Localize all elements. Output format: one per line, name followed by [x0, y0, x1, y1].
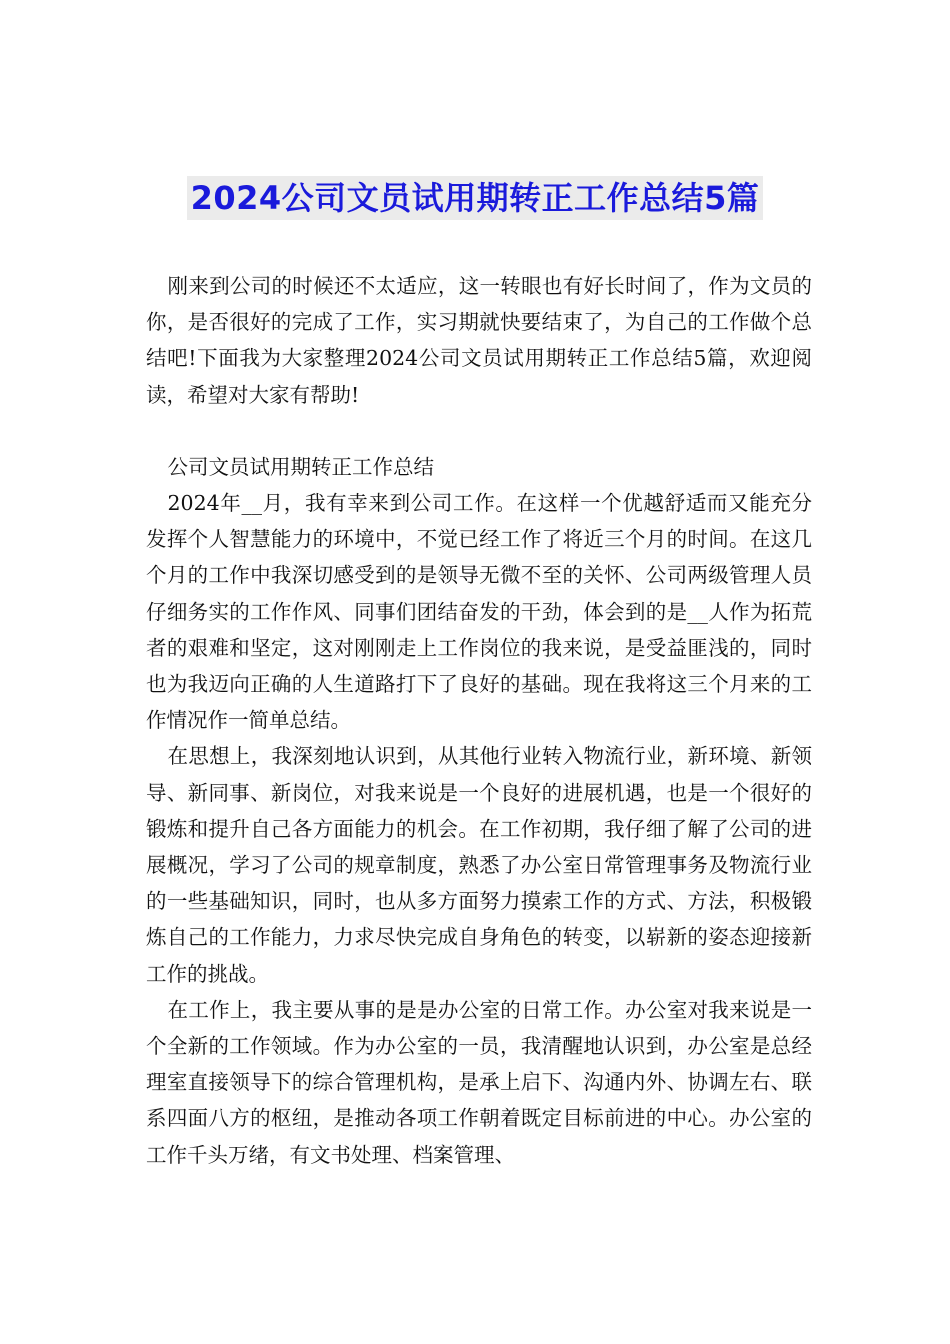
title-container [0, 176, 950, 220]
document-body [146, 268, 812, 1173]
body-paragraph: 在思想上，我深刻地认识到，从其他行业转入物流行业，新环境、新领导、新同事、新岗位，对我来说是一个良好的进展机遇，也是一个很好的锻炼和提升自己各方面能力的机会。在工作初期，我仔细了解了公司的进展概况，学习了公司的规章制度，熟悉了办公室日常管理事务及物流行业的一些基础知识，同时，也从多方面努力摸索工作的方式、方法，积极锻炼自己的工作能力，力求尽快完成自身角色的转变，以崭新的姿态迎接新工作的挑战。 [146, 744, 812, 986]
section-heading: 公司文员试用期转正工作总结 [167, 454, 435, 479]
intro-paragraph: 刚来到公司的时候还不太适应，这一转眼也有好长时间了，作为文员的你，是否很好的完成了工作，实习期就快要结束了，为自己的工作做个总结吧!下面我为大家整理2024公司文员试用期转正工作总结5篇，欢迎阅读，希望对大家有帮助! [146, 274, 812, 407]
body-paragraph: 2024年__月，我有幸来到公司工作。在这样一个优越舒适而又能充分发挥个人智慧能力的环境中，不觉已经工作了将近三个月的时间。在这几个月的工作中我深切感受到的是领导无微不至的关怀、公司两级管理人员仔细务实的工作作风、同事们团结奋发的干劲，体会到的是__人作为拓荒者的艰难和坚定，这对刚刚走上工作岗位的我来说，是受益匪浅的，同时也为我迈向正确的人生道路打下了良好的基础。现在我将这三个月来的工作情况作一简单总结。 [146, 491, 812, 733]
body-paragraph: 在工作上，我主要从事的是是办公室的日常工作。办公室对我来说是一个全新的工作领域。作为办公室的一员，我清醒地认识到，办公室是总经理室直接领导下的综合管理机构，是承上启下、沟通内外、协调左右、联系四面八方的枢纽，是推动各项工作朝着既定目标前进的中心。办公室的工作千头万绪，有文书处理、档案管理、 [146, 997, 812, 1167]
document-title: 2024公司文员试用期转正工作总结5篇 [187, 176, 764, 220]
